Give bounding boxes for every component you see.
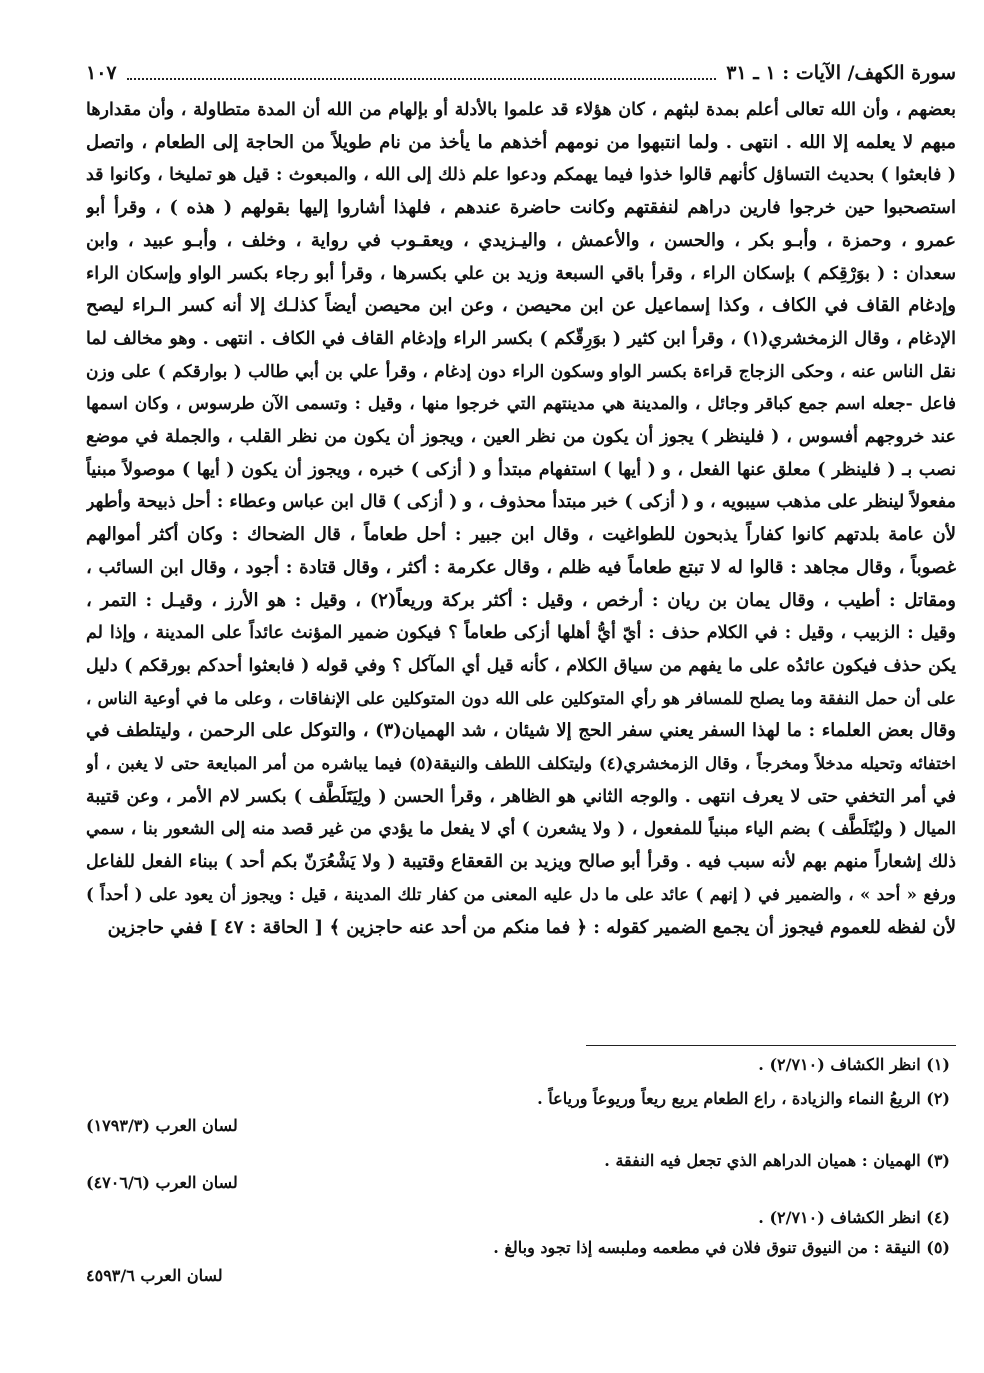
text-line: لأن لفظه للعموم فيجوز أن يجمع الضمير كقوله : ﴿ فما منكم من أحد عنه حاجزين ﴾ [ الحاقة : ٤٧ ] ففي حاجزين: [107, 916, 956, 938]
text-line: يكن حذف فيكون عائدُه على ما يفهم من سياق الكلام ، كأنه قيل أي المآكل ؟ وفي قوله ( فابعثوا أحدكم بورقكم ) دليل: [86, 655, 956, 676]
handwritten-source-note: لسان العرب ٤٥٩٣/٦: [86, 1266, 223, 1285]
text-line: الميال ( وليُتَلَطَّف ) بضم الياء مبنياً للمفعول ، ( ولا يشعرن ) أي لا يفعل ما يؤدي من غير قصد منه إلى الشعور بنا ، سمي: [86, 819, 956, 840]
text-line: عند خروجهم أفسوس ، ( فلينظر ) يجوز أن يكون من نظر العين ، ويجوز أن يكون من نظر القلب ، والجملة في موضع: [86, 427, 956, 448]
text-line: ورفع « أحد » ، والضمير في ( إنهم ) عائد على ما دل عليه المعنى من كفار تلك المدينة ، قيل : ويجوز أن يعود على ( أحداً ): [86, 884, 956, 904]
footnote-2: (٢) الريعُ النماء والزيادة ، راع الطعام يريع ريعاً وريوعاً ورياعاً .: [537, 1089, 950, 1108]
footnote-separator: [586, 1045, 956, 1046]
text-line: في أمر التخفي حتى لا يعرف انتهى . والوجه الثاني هو الظاهر ، وقرأ الحسن ( ولِيَتَلَطَّف ) بكسر لام الأمر ، وعن قتيبة: [86, 786, 956, 807]
surah-title: سورة الكهف/ الآيات : ١ ـ ٣١: [726, 62, 956, 84]
text-line: استصحبوا حين خرجوا فارين دراهم لنفقتهم وكانت حاضرة عندهم ، فلهذا أشاروا إليها بقولهم ( هذه ) ، وقرأ أبو: [86, 197, 956, 219]
text-line: وإدغام القاف في الكاف ، وكذا إسماعيل عن ابن محيصن ، وعن ابن محيصن أيضاً كذلـك إلا أنه كسر الـراء ليصح: [86, 295, 956, 317]
text-line: عمرو ، وحمزة ، وأبـو بكر ، والحسن ، والأعمش ، واليـزيدي ، ويعقـوب في رواية ، وخلف ، وأبـو عبيد ، وابن: [86, 229, 956, 251]
text-line: مبهم لا يعلمه إلا الله . انتهى . ولما انتبهوا من نومهم أخذهم ما يأخذ من نام طويلاً من الحاجة إلى الطعام ، واتصل: [86, 131, 956, 153]
text-line: نصب بـ ( فلينظر ) معلق عنها الفعل ، و ( أيها ) استفهام مبتدأ و ( أزكى ) خبره ، ويجوز أن يكون ( أيها ) موصولاً مبنياً: [86, 459, 956, 480]
text-line: سعدان : ( بوَرْقِكم ) بإسكان الراء ، وقرأ باقي السبعة وزيد بن علي بكسرها ، وقرأ أبو رجاء بكسر الواو وإسكان الراء: [86, 263, 956, 284]
text-line: اختفائه وتحيله مدخلاً ومخرجاً ، وقال الزمخشري(٤) وليتكلف اللطف والنيقة(٥) فيما يباشره من أمر المبايعة حتى لا يغبن ، أو: [86, 754, 956, 774]
dotted-leader: [127, 66, 717, 80]
text-line: ذلك إشعاراً منهم بهم لأنه سبب فيه . وقرأ أبو صالح ويزيد بن القعقاع وقتيبة ( ولا يَشْعُرَنّ بكم أحد ) ببناء الفعل للفاعل: [86, 852, 956, 873]
text-line: ( فابعثوا ) بحديث التساؤل كأنهم قالوا خذوا فيما يهمكم ودعوا علم ذلك إلى الله ، والمبعوث : قيل هو تمليخا ، وكانوا قد: [86, 165, 956, 186]
text-line: نقل الناس عنه ، وحكى الزجاج قراءة بكسر الواو وسكون الراء دون إدغام ، وقرأ علي بن أبي طالب ( بوارقكم ) على وزن: [86, 361, 956, 382]
text-line: على أن حمل النفقة وما يصلح للمسافر هو رأي المتوكلين على الله دون المتوكلين على الإنفاقات ، وعلى ما في أوعية الناس ،: [86, 688, 956, 708]
text-line: فاعل -جعله اسم جمع كباقر وجائل ، والمدينة هي مدينتهم التي خرجوا منها ، وقيل : وتسمى الآن طرسوس ، وكان اسمها: [86, 394, 956, 415]
page-number: ١٠٧: [86, 62, 117, 84]
text-line: وقيل : الزبيب ، وقيل : في الكلام حذف : أيّ أيُّ أهلها أزكى طعاماً ؟ فيكون ضمير المؤنث عائداً على المدينة ، وإذا لم: [86, 623, 956, 644]
running-header: [86, 58, 956, 88]
text-line: الإدغام ، وقال الزمخشري(١) ، وقرأ ابن كثير ( بوَرِقّكم ) بكسر الراء وإدغام القاف في الكاف . انتهى . وهو مخالف لما: [86, 328, 956, 349]
footnote-1: (١) انظر الكشاف (٢/٧١٠) .: [758, 1055, 950, 1074]
text-line: غصوباً ، وقال مجاهد : قالوا له لا تبتع طعاماً فيه ظلم ، وقال عكرمة : أكثر ، وقال قتادة : أجود ، وقال ابن السائب ،: [86, 556, 956, 578]
text-line: لأن عامة بلدتهم كانوا كفاراً يذبحون للطواغيت ، وقال ابن جبير : أحل طعاماً ، قال الضحاك : وكان أكثر أموالهم: [86, 524, 956, 546]
handwritten-source-note: لسان العرب (٤٧٠٦/٦): [86, 1173, 238, 1192]
text-line: بعضهم ، وأن الله تعالى أعلم بمدة لبثهم ، كان هؤلاء قد علموا بالأدلة أو بإلهام من الله أن المدة متطاولة ، وأن مقدارها: [86, 100, 956, 120]
text-line: وقال بعض العلماء : ما لهذا السفر يعني سفر الحج إلا شيئان ، شد الهميان(٣) ، والتوكل على الرحمن ، وليتلطف في: [86, 720, 956, 742]
commentary-text: [86, 94, 956, 944]
footnote-4: (٤) انظر الكشاف (٢/٧١٠) .: [758, 1208, 950, 1227]
handwritten-source-note: لسان العرب (١٧٩٣/٣): [86, 1116, 238, 1135]
text-line: مفعولاً لينظر على مذهب سيبويه ، و ( أزكى ) خبر مبتدأ محذوف ، و ( أزكى ) قال ابن عباس وعطاء : أحل ذبيحة وأطهر: [86, 492, 956, 513]
footnote-5: (٥) النيقة : من النيوق تنوق فلان في مطعمه وملبسه إذا تجود وبالغ .: [493, 1238, 950, 1257]
text-line: ومقاتل : أطيب ، وقال يمان بن ريان : أرخص ، وقيل : أكثر بركة وريعاً(٢) ، وقيل : هو الأرز ، وقيـل : التمر ،: [86, 589, 956, 611]
footnote-3: (٣) الهميان : هميان الدراهم الذي تجعل فيه النفقة .: [604, 1151, 950, 1170]
